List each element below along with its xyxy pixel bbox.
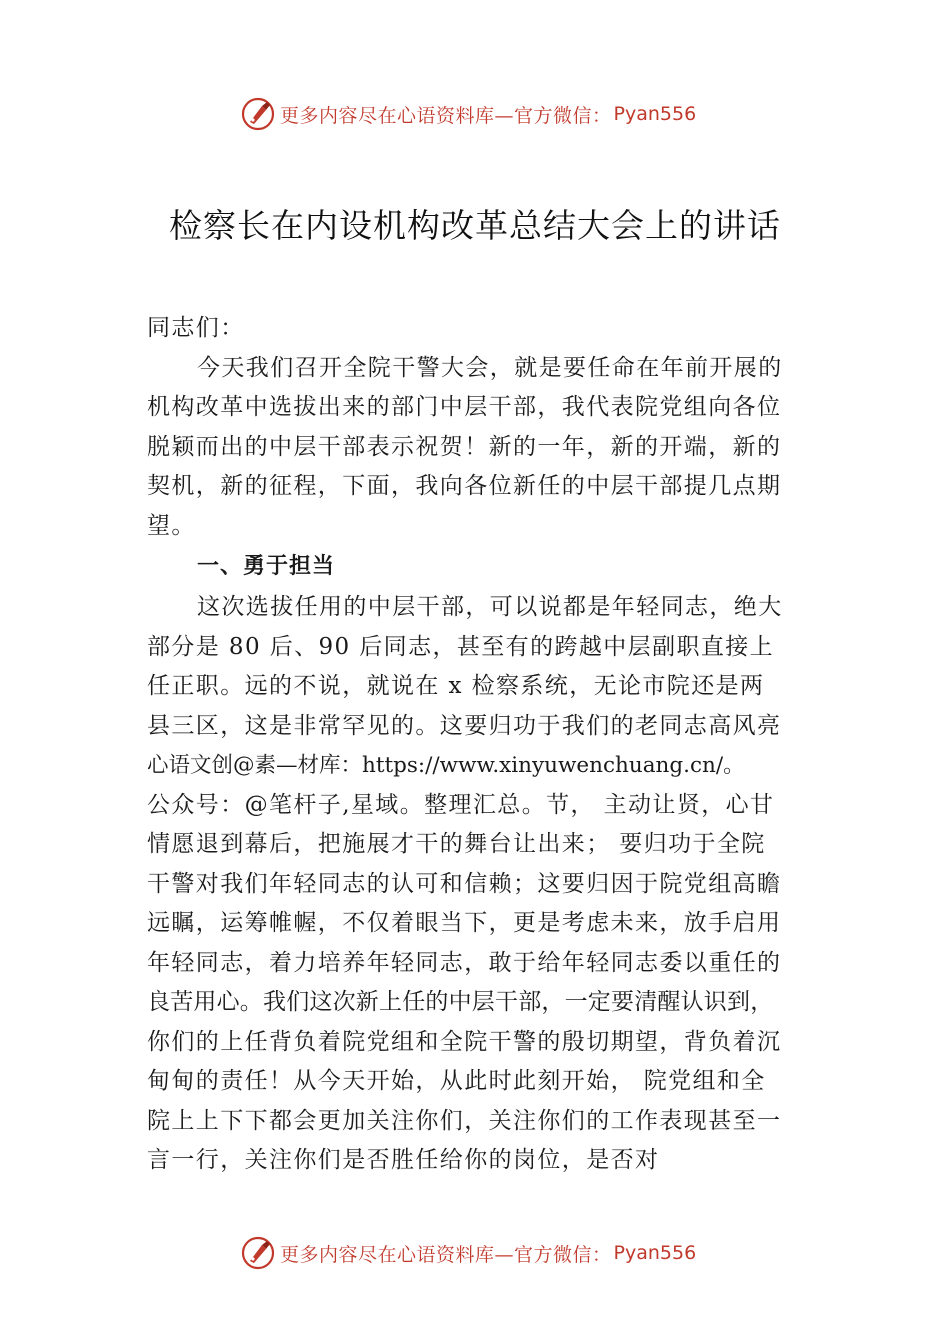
paragraph-line: 心语文创@素—材库：https://www.xinyuwenchuang.cn/。 bbox=[147, 753, 745, 778]
paragraph-line: 脱颖而出的中层干部表示祝贺！新的一年，新的开端，新的 bbox=[147, 433, 782, 460]
paragraph-line: 部分是 80 后、90 后同志，甚至有的跨越中层副职直接上 bbox=[147, 633, 775, 660]
paragraph-line: 今天我们召开全院干警大会，就是要任命在年前开展的 bbox=[197, 354, 783, 381]
paragraph-line: 机构改革中选拔出来的部门中层干部，我代表院党组向各位 bbox=[147, 394, 782, 420]
banner-wechat-handle: Pyan556 bbox=[613, 1242, 697, 1264]
paragraph-line: 情愿退到幕后，把施展才干的舞台让出来； 要归功于全院 bbox=[147, 831, 766, 857]
header-banner bbox=[240, 94, 760, 134]
banner-wechat-handle: Pyan556 bbox=[613, 103, 697, 125]
paragraph-line: 这次选拔任用的中层干部，可以说都是年轻同志，绝大 bbox=[197, 594, 783, 620]
paragraph-line: 县三区，这是非常罕见的。这要归功于我们的老同志高风亮 bbox=[147, 712, 782, 739]
paragraph-line: 干警对我们年轻同志的认可和信赖；这要归因于院党组高瞻 bbox=[147, 870, 782, 897]
pen-nib-logo-icon bbox=[240, 96, 276, 132]
paragraph-line: 年轻同志，着力培养年轻同志，敢于给年轻同志委以重任的 bbox=[147, 949, 782, 976]
document-title: 检察长在内设机构改革总结大会上的讲话 bbox=[169, 206, 781, 245]
document-body bbox=[147, 309, 837, 1181]
paragraph-line: 公众号：@笔杆子,星域。整理汇总。节， 主动让贤，心甘 bbox=[147, 791, 775, 818]
paragraph-line: 良苦用心。我们这次新上任的中层干部，一定要清醒认识到， bbox=[147, 989, 774, 1015]
paragraph-line: 你们的上任背负着院党组和全院干警的殷切期望，背负着沉 bbox=[147, 1028, 782, 1055]
paragraph-line: 院上上下下都会更加关注你们，关注你们的工作表现甚至一 bbox=[147, 1107, 782, 1134]
paragraph-line: 言一行，关注你们是否胜任给你的岗位，是否对 bbox=[147, 1147, 660, 1173]
section-heading: 一、勇于担当 bbox=[197, 554, 336, 579]
banner-text: 更多内容尽在心语资料库—官方微信： bbox=[280, 104, 612, 127]
pen-nib-logo-icon bbox=[240, 1235, 276, 1271]
paragraph-line: 望。 bbox=[147, 512, 196, 539]
paragraph-line: 甸甸的责任！从今天开始，从此时此刻开始， 院党组和全 bbox=[147, 1068, 766, 1094]
banner-text: 更多内容尽在心语资料库—官方微信： bbox=[280, 1243, 612, 1266]
paragraph-line: 契机，新的征程，下面，我向各位新任的中层干部提几点期 bbox=[147, 473, 782, 499]
paragraph-line: 远瞩，运筹帷幄，不仅着眼当下，更是考虑未来，放手启用 bbox=[147, 910, 782, 936]
paragraph-1 bbox=[147, 349, 837, 547]
footer-banner bbox=[240, 1233, 760, 1273]
paragraph-2 bbox=[147, 588, 837, 1181]
greeting: 同志们： bbox=[147, 315, 245, 341]
paragraph-line: 任正职。远的不说，就说在 x 检察系统，无论市院还是两 bbox=[147, 673, 765, 699]
